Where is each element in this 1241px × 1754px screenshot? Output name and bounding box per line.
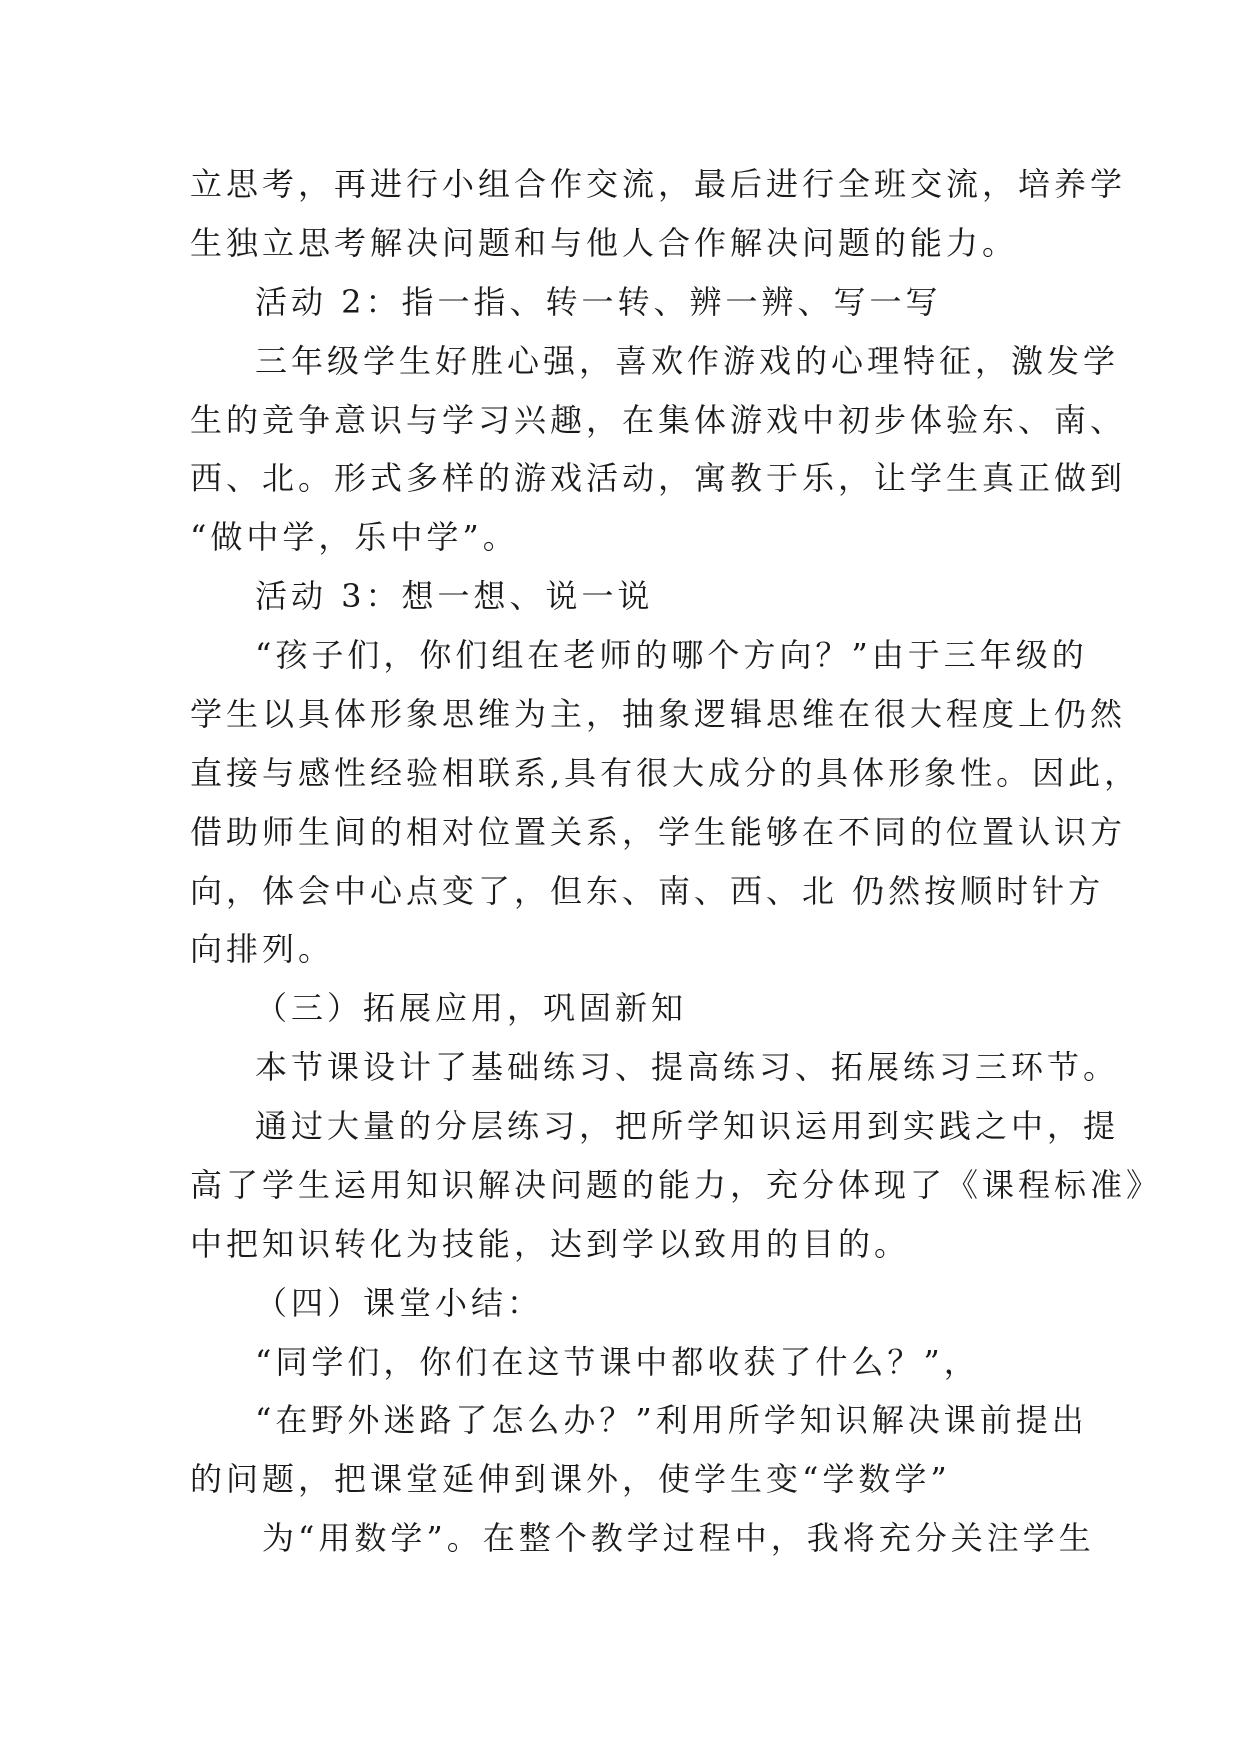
section-heading: （三）拓展应用，巩固新知 — [255, 989, 688, 1027]
text-line: 西、北。形式多样的游戏活动，寓教于乐，让学生真正做到 — [190, 459, 1127, 497]
text-line: 活动 2：指一指、转一转、辨一辨、写一写 — [255, 283, 942, 321]
section-heading: （四）课堂小结： — [255, 1284, 544, 1322]
text-line: 三年级学生好胜心强，喜欢作游戏的心理特征，激发学 — [255, 342, 1120, 380]
text-line: “做中学，乐中学”。 — [190, 518, 519, 556]
text-line: 生的竞争意识与学习兴趣，在集体游戏中初步体验东、南、 — [190, 401, 1127, 439]
text-line: 借助师生间的相对位置关系，学生能够在不同的位置认识方 — [190, 813, 1127, 851]
text-line: 直接与感性经验相联系,具有很大成分的具体形象性。因此， — [190, 754, 1141, 792]
text-line: “同学们，你们在这节课中都收获了什么？”， — [255, 1343, 980, 1381]
text-line: 向排列。 — [190, 930, 335, 968]
text-line: 为“用数学”。在整个教学过程中，我将充分关注学生 — [262, 1519, 1095, 1557]
text-line: 学生以具体形象思维为主，抽象逻辑思维在很大程度上仍然 — [190, 695, 1127, 733]
text-line: 高了学生运用知识解决问题的能力，充分体现了《课程标准》 — [190, 1166, 1163, 1204]
text-line: 本节课设计了基础练习、提高练习、拓展练习三环节。 — [255, 1048, 1120, 1086]
text-line: “在野外迷路了怎么办？”利用所学知识解决课前提出 — [255, 1401, 1088, 1439]
text-line: 通过大量的分层练习，把所学知识运用到实践之中，提 — [255, 1107, 1120, 1145]
text-line: 生独立思考解决问题和与他人合作解决问题的能力。 — [190, 224, 1019, 262]
text-line: 立思考，再进行小组合作交流，最后进行全班交流，培养学 — [190, 165, 1127, 203]
text-line: 的问题，把课堂延伸到课外，使学生变“学数学” — [190, 1460, 951, 1498]
text-line: “孩子们，你们组在老师的哪个方向？”由于三年级的 — [255, 636, 1088, 674]
text-line: 向，体会中心点变了，但东、南、西、北 仍然按顺时针方 — [190, 872, 1105, 910]
text-line: 活动 3：想一想、说一说 — [255, 577, 654, 615]
text-line: 中把知识转化为技能，达到学以致用的目的。 — [190, 1225, 911, 1263]
